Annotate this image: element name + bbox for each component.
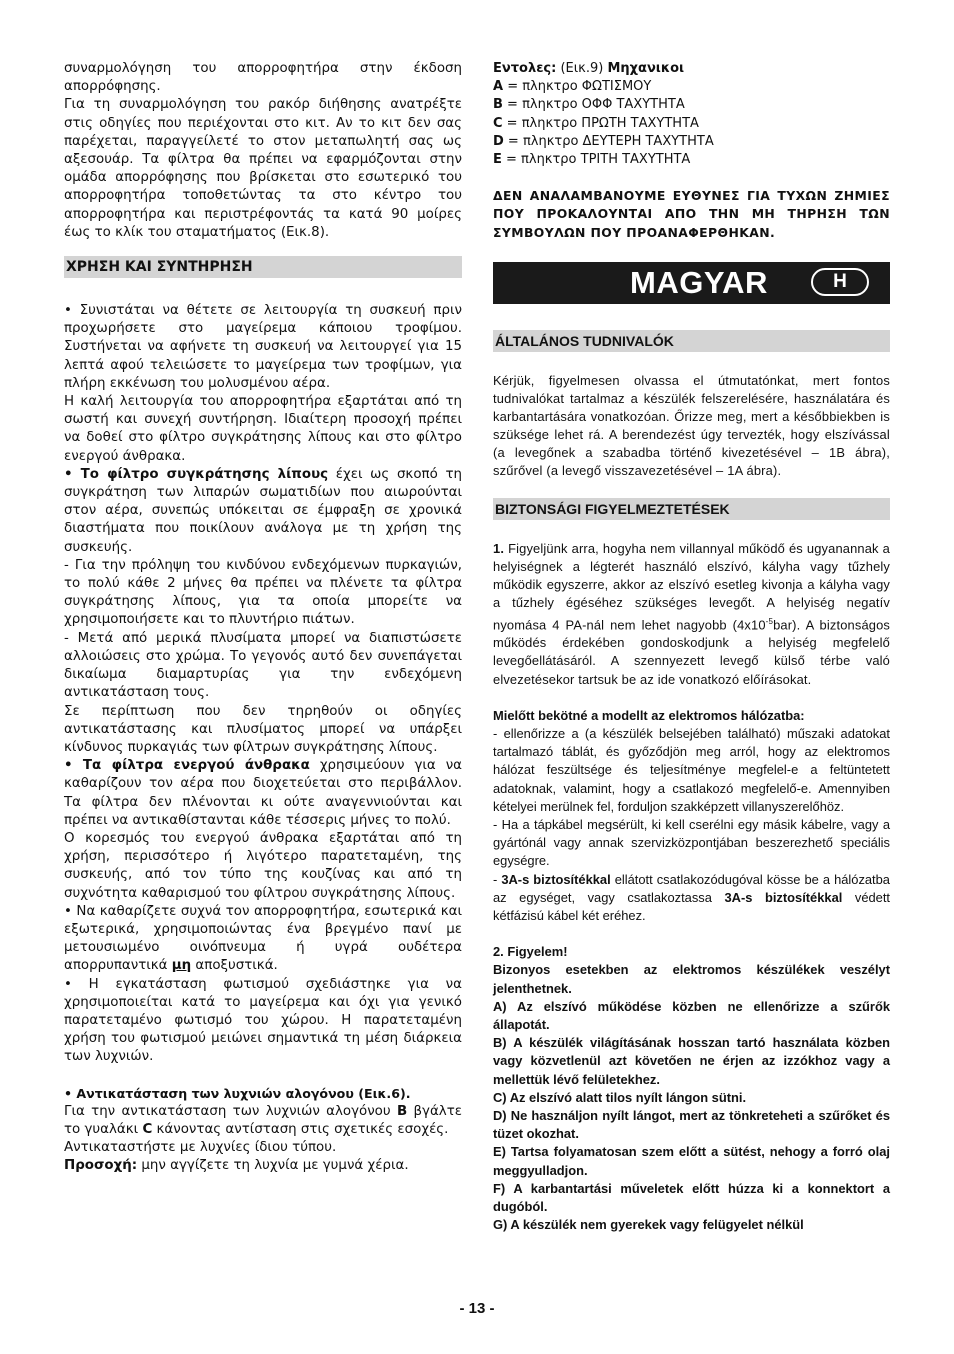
saturation-paragraph: Ο κορεσμός του ενεργού άνθρακα εξαρτάται από τη χρήση, περισσότερο ή λιγότερο παρατεταμένη, της συσκευής, από τον τύπο της κουζίνας και από τη συχνότητα καθαρισμού του φίλτρου συγκράτησης λίπους.: [64, 830, 462, 901]
cleaning-paragraph: [64, 903, 462, 976]
safety-paragraph-1: [493, 540, 890, 689]
command-item: [493, 78, 890, 96]
commands-type: Μηχανικοι: [607, 61, 685, 76]
wash-paragraph: - Για την πρόληψη του κινδύνου ενδεχόμενων πυρκαγιών, το πολύ κάθε 2 μήνες θα πρέπει να πλένετε τα φίλτρα συγκράτησης λίπους, για τα οποία μπορείτε να χρησιμοποιήσετε και το πλυντήριο πιάτων.: [64, 557, 462, 628]
safety-text-a: Figyeljünk arra, hogyha nem villannyal működő és ugyanannak a helyiségnek a légterét használó elszívó, kályha vagy tűzhely működik egyszerre, akkor az elszívó esetleg kivonja a kályha vagy a tűzhely égéséhez szükséges levegőt. A helyiség negatív nyomása 4 PA-nál nem lehet nagyobb (4x10: [493, 540, 890, 632]
fire-risk-paragraph: Σε περίπτωση που δεν τηρηθούν οι οδηγίες αντικατάστασης και πλυσίματος μπορεί να υπάρξει κίνδυνος πυρκαγιάς των φίλτρων συγκράτησης λίπους.: [64, 703, 462, 755]
right-column: [493, 60, 890, 1234]
command-text: = πληκτρο ΠΡΩΤΗ ΤΑΧΥΤΗΤΑ: [502, 115, 699, 131]
connection-item-2: - Ha a tápkábel megsérült, ki kell cserélni egy másik kábelre, vagy a gyártónál vagy annak szervizközpontjában beszerezhető speciális egységre.: [493, 816, 890, 869]
command-key: B: [493, 97, 503, 113]
carbon-filter-paragraph: [64, 757, 462, 830]
cleaning-text-a: • Να καθαρίζετε συχνά τον απορροφητήρα, εσωτερικά και εξωτερικά, χρησιμοποιώντας ένα βρεγμένο πανί με μετουσιωμένο οινόπνευμα ή υγρά ουδέτερα απορρυπαντικά: [64, 903, 462, 974]
grease-filter-paragraph: [64, 466, 462, 557]
warning-item: B) A készülék világításának hosszan tartó használata közben vagy közvetlenül azt követően ne érjen az izzókhoz vagy a mellettük lévő felületekhez.: [493, 1035, 890, 1087]
lamp-text-a: Για την αντικατάσταση των λυχνιών αλογόνου: [64, 1103, 397, 1119]
language-banner: [493, 262, 890, 304]
connection-3-text: ellátott csatlakozódugóval kösse be a hálózatba az egységet, vagy csatlakoztassa: [493, 871, 890, 905]
lamp-warning: [64, 1157, 462, 1175]
discolor-paragraph: - Μετά από μερικά πλυσίματα μπορεί να διαπιστώσετε αλλοιώσεις στο χρώμα. Το γεγονός αυτό δεν συνεπάγεται δικαίωμα διαμαρτυρίας για την ενδεχόμενη αντικατάσταση τους.: [64, 630, 462, 701]
section-title-general: ÁLTALÁNOS TUDNIVALÓK: [493, 330, 890, 352]
lamp-warning-text: μην αγγίζετε τη λυχνία με γυμνά χέρια.: [137, 1158, 409, 1174]
grease-filter-text: έχει ως σκοπό τη συγκράτηση των λιπαρών σωματιδίων που αιωρούνται στον αέρα, συνεπώς υπόκειται σε έμφραξη σε χρονικά διαστήματα που ποικίλουν ανάλογα με τη χρήση της συσκευής.: [64, 466, 462, 555]
command-item: [493, 96, 890, 114]
lamp-same-type: Αντικαταστήστε με λυχνίες ίδιου τύπου.: [64, 1140, 337, 1156]
lamp-replacement-paragraph: [64, 1103, 462, 1139]
lamp-text-c: βγάλτε το γυαλάκι: [64, 1103, 463, 1137]
lighting-paragraph: • Η εγκατάσταση φωτισμού σχεδιάστηκε για να χρησιμοποιείται κατά το μαγείρεμα και όχι για γενικό παρατεταμένο φωτισμό του χώρου. Η παρατεταμένη χρήση του φωτισμού μειώνει σημαντικά τη μέση διάρκεια των λυχνιών.: [64, 976, 462, 1065]
warning-item: G) A készülék nem gyerekek vagy felügyelet nélkül: [493, 1217, 804, 1233]
page-number: - 13 -: [459, 1300, 495, 1317]
safety-exponent: -5: [765, 616, 774, 626]
grease-filter-label: • Το φίλτρο συγκράτησης λίπους: [64, 466, 329, 482]
command-key: D: [493, 133, 504, 149]
command-text: = πληκτρο ΤΡΙΤΗ ΤΑΧΥΤΗΤΑ: [501, 152, 691, 168]
lamp-ref-b: B: [396, 1103, 408, 1119]
warning-item: Bizonyos esetekben az elektromos készülékek veszélyt jelenthetnek.: [493, 962, 890, 996]
command-key: C: [493, 115, 503, 131]
command-text: = πληκτρο ΔΕΥΤΕΡΗ ΤΑΧΥΤΗΤΑ: [503, 133, 714, 149]
connection-3-fuse-2: 3A-s biztosítékkal: [724, 889, 843, 905]
connection-item-3: [493, 871, 890, 926]
lamp-warning-label: Προσοχή:: [64, 1158, 138, 1174]
cleaning-text-underlined: μη: [171, 958, 192, 974]
commands-label: Εντολες:: [493, 61, 557, 76]
warning-list: [493, 943, 890, 1234]
lamp-ref-c: C: [142, 1121, 153, 1137]
use-paragraph-1: • Συνιστάται να θέτετε σε λειτουργία τη συσκευή πριν προχωρήσετε στο μαγείρεμα κάποιου τροφίμου. Συστήνεται να αφήνετε τη συσκευή να λειτουργεί για 15 λεπτά αφού τελειώσετε το μαγείρεμα των τροφίμων, για πλήρη εκκένωση του μολυσμένου αέρα.: [64, 303, 462, 391]
commands-header: [493, 60, 890, 78]
warning-item: A) Az elszívó működése közben ne ellenőrizze a szűrők állapotát.: [493, 998, 890, 1032]
safety-item-number: 1.: [493, 540, 505, 556]
lamp-text-e: κάνοντας αντίσταση στις σχετικές εσοχές.: [152, 1121, 449, 1137]
warning-item: C) Az elszívó alatt tilos nyílt lángon sütni.: [493, 1089, 747, 1105]
disclaimer: ΔΕΝ ΑΝΑΛΑΜΒΑΝΟΥΜΕ ΕΥΘΥΝΕΣ ΓΙΑ ΤΥΧΩΝ ΖΗΜΙΕΣ ΠΟΥ ΠΡΟΚΑΛΟΥΝΤΑΙ ΑΠΟ ΤΗΝ ΜΗ ΤΗΡΗΣΗ ΤΩΝ ΣΥΜΒΟΥΛΩΝ ΠΟΥ ΠΡΟΑΝΑΦΕΡΘΗΚΑΝ.: [493, 188, 890, 240]
safety-text-b: bar). A biztonságos működés érdekében gondoskodjunk a helyiség megfelelő levegőellátásáról. A szennyezett levegő külső térbe való elvezetésekor tartsuk be az ide vonatkozó előírásokat.: [493, 616, 890, 687]
connection-title: Mielőtt bekötné a modellt az elektromos hálózatba:: [493, 707, 805, 723]
intro-paragraph-2: Για τη συναρμολόγηση του ρακόρ διήθησης ανατρέξτε στις οδηγίες που περιέχονται στο κιτ. Αν το κιτ δεν σας παρέχεται, παραγγείλετέ το στον μεταπωλητή σας ως αξεσουάρ. Τα φίλτρα θα πρέπει να εφαρμόζονται στην ομάδα απορρόφησης που βρίσκεται στο εσωτερικό του απορροφητήρα τοποθετώντας τα στο κέντρο του απορροφητήρα και περιστρέφοντάς τα κατά 90 μοίρες έως το κλίκ του σταματήματος (Εικ.8).: [64, 97, 462, 240]
section-title-safety: BIZTONSÁGI FIGYELMEZTETÉSEK: [493, 498, 890, 520]
carbon-filter-text: χρησιμεύουν για να καθαρίζουν τον αέρα που διοχετεύεται στο περιβάλλον. Τα φίλτρα δεν πλένονται κι ούτε αναγεννιούνται και πρέπει να αντικαθίστανται κάθε τέσσερις μήνες το πολύ.: [64, 758, 462, 828]
connection-3-end: védett kétfázisú kábel két eréhez.: [493, 889, 890, 923]
use-paragraph-2: Η καλή λειτουργία του απορροφητήρα εξαρτάται από τη σωστή και συνεχή συντήρηση. Ιδιαίτερη προσοχή πρέπει να δοθεί στο φίλτρο συγκράτησης λίπους και στο φίλτρο ενεργού άνθρακα.: [64, 394, 462, 464]
command-key: E: [493, 152, 502, 168]
command-item: [493, 151, 890, 169]
cleaning-text-b: αποξυστικά.: [191, 958, 278, 974]
lamp-replacement-title: • Αντικατάσταση των λυχνιών αλογόνου (Εικ.6).: [64, 1085, 411, 1101]
language-code-badge: H: [811, 268, 869, 296]
warning-item: F) A karbantartási műveletek előtt húzza ki a konnektort a dugóból.: [493, 1180, 890, 1215]
language-title: MAGYAR: [630, 264, 768, 300]
command-key: A: [493, 79, 504, 95]
general-paragraph: Kérjük, figyelmesen olvassa el útmutatónkat, mert fontos tudnivalókat tartalmaz a készülék felszerelésére, használatára és karbantartására vonatkozóan. Őrizze meg, mert a későbbiekben is szüksége lehet rá. A berendezést úgy tervezték, hogy elszívással (a levegőnek a szabadba történő kivezetésével – 1B ábra), szűrővel (a levegő visszavezetésével – 1A ábra).: [493, 372, 890, 478]
warning-item: 2. Figyelem!: [493, 944, 568, 960]
carbon-filter-label: • Τα φίλτρα ενεργού άνθρακα: [64, 758, 310, 774]
warning-item: D) Ne használjon nyílt lángot, mert az tönkreteheti a szűrőket és tüzet okozhat.: [493, 1108, 890, 1142]
commands-list: [493, 78, 890, 169]
left-column: [64, 60, 462, 1176]
warning-item: E) Tartsa folyamatosan szem előtt a sütést, nehogy a forró olaj meggyulladjon.: [493, 1144, 890, 1178]
connection-item-1: - ellenőrizze a (a készülék belsejében található) műszaki adatokat tartalmazó táblát, és győződjön meg arról, hogy az elektromos hálózat feszültsége és teljesítménye megfelel-e a feltüntetett adatoknak, valamint, hogy a csatlakozó megfelelő-e. Amennyiben kételyei merülnek fel, forduljon szakképzett villanyszerelőhöz.: [493, 725, 890, 814]
command-item: [493, 115, 890, 133]
command-text: = πληκτρο ΟΦΦ ΤΑΧΥΤΗΤΑ: [502, 97, 685, 113]
connection-3-fuse-1: 3A-s biztosítékkal: [501, 871, 611, 887]
intro-paragraph-1: συναρμολόγηση του απορροφητήρα στην έκδοση απορρόφησης.: [64, 61, 462, 95]
commands-figure-ref: (Εικ.9): [556, 61, 608, 76]
connection-3-dash: -: [493, 871, 502, 887]
command-text: = πληκτρο ΦΩΤΙΣΜΟΥ: [503, 79, 652, 95]
section-title-use-maintenance: ΧΡΗΣΗ ΚΑΙ ΣΥΝΤΗΡΗΣΗ: [64, 256, 462, 278]
command-item: [493, 133, 890, 151]
